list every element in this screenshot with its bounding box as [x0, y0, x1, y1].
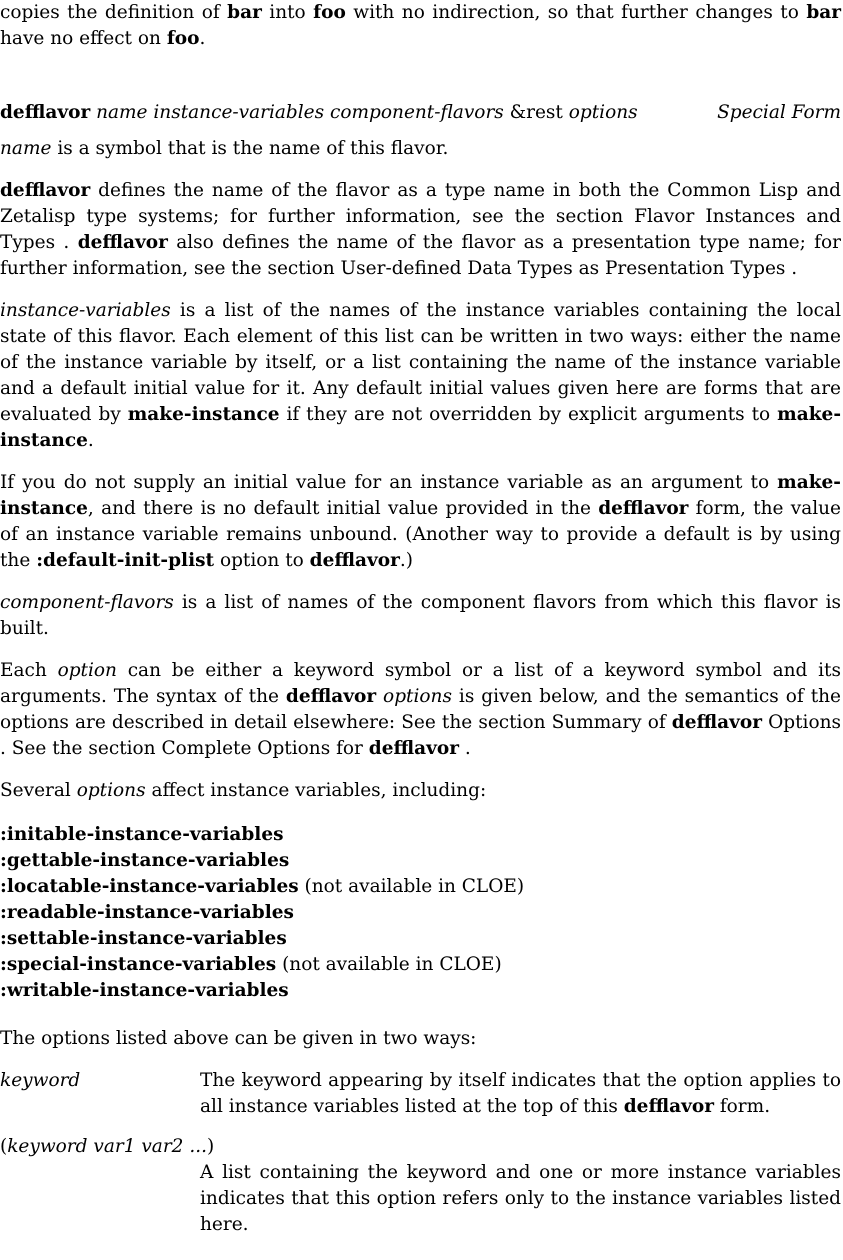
code-term: defflavor — [623, 1096, 714, 1117]
text: is given below, and the semantics of the options are described in detail elsewhere: See the section Summary of — [0, 686, 841, 733]
text: Several — [0, 780, 77, 801]
keyword-name: :initable-instance-variables — [0, 824, 284, 845]
keyword-item — [0, 926, 841, 952]
definition-item-keyword-list-body: A list containing the keyword and one or more instance variables indicates that this option refers only to the instance variables listed here. — [200, 1162, 841, 1235]
text: have no effect on — [0, 28, 167, 49]
code-term: make-instance — [0, 472, 841, 519]
two-ways-paragraph: The options listed above can be given in two ways: — [0, 1028, 477, 1049]
keyword-list — [0, 822, 841, 1004]
function-args: options — [562, 102, 638, 123]
argument-term: options — [76, 780, 146, 801]
text: is a list of the names of the instance variables containing the local state of this flavor. Each element of this list can be written in two ways: either the name of the instance variable by itself, or a list containing the name of the instance variable and a default initial value for it. Any default initial values given here are forms that are evaluated by — [0, 300, 841, 425]
text: if they are not overridden by explicit arguments to — [279, 404, 778, 425]
text: .) — [399, 550, 413, 571]
keyword-name: :readable-instance-variables — [0, 902, 294, 923]
code-term: bar — [806, 2, 841, 23]
code-term: defflavor — [309, 550, 400, 571]
code-term: make-instance — [0, 404, 842, 451]
code-term: defflavor — [671, 712, 762, 733]
keyword-item — [0, 822, 841, 848]
keyword-name: :writable-instance-variables — [0, 980, 289, 1001]
code-term: foo — [313, 2, 346, 23]
keyword-note: (not available in CLOE) — [298, 876, 525, 897]
definition-header — [0, 100, 841, 126]
lambda-keyword: &rest — [509, 102, 563, 123]
keyword-item — [0, 900, 841, 926]
keyword-name: :gettable-instance-variables — [0, 850, 290, 871]
keyword-name: :special-instance-variables — [0, 954, 277, 975]
text: affect instance variables, including: — [145, 780, 487, 801]
definition-signature — [0, 100, 638, 126]
text: into — [261, 2, 314, 23]
keyword-name: :settable-instance-variables — [0, 928, 287, 949]
text: Options . See the section Complete Options for — [0, 712, 841, 759]
code-term: defflavor — [77, 232, 168, 253]
code-term: defflavor — [368, 738, 459, 759]
definition-item-keyword-list-term — [0, 1134, 841, 1160]
text: . — [199, 28, 206, 49]
intro-paragraph — [0, 0, 841, 52]
type-paragraph — [0, 178, 841, 282]
definition-item-keyword — [0, 1068, 841, 1120]
text: . — [87, 430, 94, 451]
paren: ) — [206, 1136, 215, 1157]
text: defines the name of the flavor as a type name in both the Common Lisp and Zetalisp type systems; for further information, see the section Flavor Instances and Types . — [0, 180, 841, 253]
several-options-paragraph — [0, 778, 841, 804]
code-term: defflavor — [285, 686, 377, 707]
text: . — [458, 738, 471, 759]
argument-term: instance-variables — [0, 300, 171, 321]
instance-variables-paragraph — [0, 298, 841, 454]
keyword-note: (not available in CLOE) — [276, 954, 502, 975]
text: also defines the name of the flavor as a presentation type name; for further information, see the section User-defined Data Types as Presentation Types . — [0, 232, 842, 279]
text: can be either a keyword symbol or a list of a keyword symbol and its arguments. The syntax of the — [0, 660, 841, 707]
definition-kind: Special Form — [717, 102, 841, 123]
definition-term: keyword var1 var2 ... — [7, 1136, 207, 1157]
component-flavors-paragraph — [0, 590, 841, 642]
text: , and there is no default initial value provided in the — [87, 498, 599, 519]
code-term: make-instance — [127, 404, 280, 425]
definition-term: keyword — [0, 1070, 81, 1091]
text: copies the definition of — [0, 2, 228, 23]
keyword-item — [0, 952, 841, 978]
argument-term: options — [376, 686, 452, 707]
text: If you do not supply an initial value for an instance variable as an argument to — [0, 472, 778, 493]
code-term: defflavor — [598, 498, 689, 519]
argument-term: name — [0, 138, 52, 159]
text: option to — [214, 550, 310, 571]
definition-body — [200, 1068, 841, 1120]
code-term: defflavor — [0, 180, 91, 201]
initial-value-paragraph — [0, 470, 841, 574]
code-term: foo — [166, 28, 200, 49]
text: form, the value of an instance variable remains unbound. (Another way to provide a default is by using the — [0, 498, 841, 571]
argument-term: option — [57, 660, 117, 681]
text: form. — [713, 1096, 771, 1117]
keyword-item — [0, 848, 841, 874]
argument-term: component-flavors — [0, 592, 174, 613]
name-paragraph — [0, 136, 841, 162]
keyword-item — [0, 978, 841, 1004]
options-paragraph — [0, 658, 841, 762]
function-args: name instance-variables component-flavors — [90, 102, 510, 123]
text: is a list of names of the component flavors from which this flavor is built. — [0, 592, 841, 639]
text: Each — [0, 660, 58, 681]
text: is a symbol that is the name of this flavor. — [51, 138, 449, 159]
function-name: defflavor — [0, 102, 91, 123]
paren: ( — [0, 1136, 8, 1157]
code-term: bar — [227, 2, 262, 23]
text: with no indirection, so that further changes to — [345, 2, 807, 23]
text: The keyword appearing by itself indicates that the option applies to all instance variables listed at the top of this — [200, 1070, 841, 1117]
code-term: :default-init-plist — [36, 550, 215, 571]
keyword-name: :locatable-instance-variables — [0, 876, 299, 897]
keyword-item — [0, 874, 841, 900]
